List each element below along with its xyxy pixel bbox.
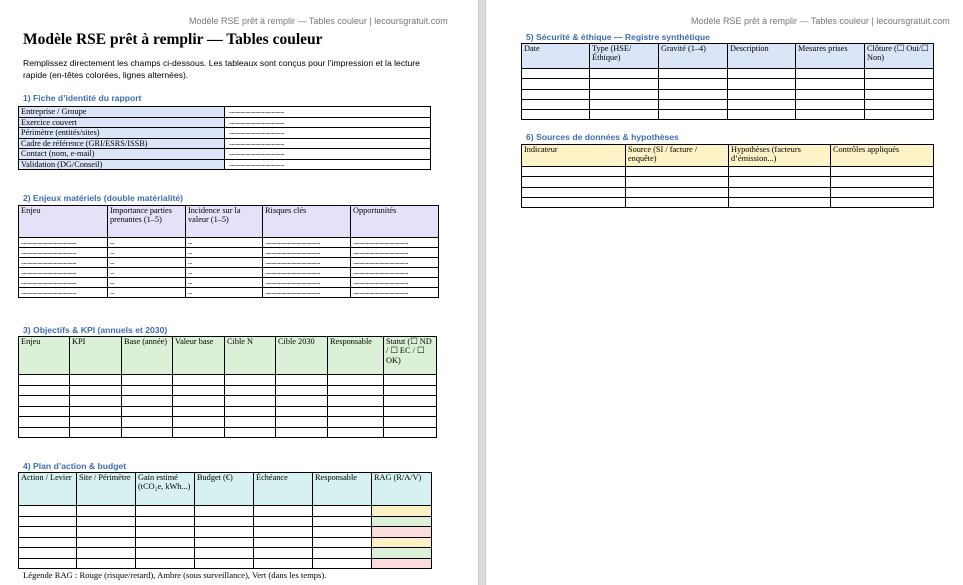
kpi-cell[interactable] xyxy=(225,396,276,407)
column-header: Responsable xyxy=(328,337,384,375)
page-gutter xyxy=(478,0,486,585)
text-cursor xyxy=(430,116,431,125)
source-cell[interactable] xyxy=(522,167,626,177)
action-cell[interactable] xyxy=(313,506,372,517)
column-header: Indicateur xyxy=(522,145,626,167)
kpi-cell[interactable] xyxy=(384,385,437,396)
source-cell[interactable] xyxy=(626,167,729,177)
security-cell[interactable] xyxy=(659,89,728,99)
column-header: Action / Levier xyxy=(19,473,77,506)
materiality-cell[interactable]: ............................................ xyxy=(19,288,108,298)
action-cell[interactable] xyxy=(313,558,372,569)
kpi-cell[interactable] xyxy=(122,385,173,396)
kpi-cell[interactable] xyxy=(328,375,384,386)
column-header: Budget (€) xyxy=(195,473,254,506)
kpi-cell[interactable] xyxy=(328,385,384,396)
table-row xyxy=(522,79,934,89)
security-cell[interactable] xyxy=(728,110,796,120)
materiality-cell[interactable]: ............................................ xyxy=(19,278,108,288)
source-cell[interactable] xyxy=(522,177,626,187)
table-row xyxy=(19,375,437,386)
source-cell[interactable] xyxy=(729,187,831,197)
action-cell[interactable] xyxy=(77,516,136,527)
action-cell[interactable] xyxy=(313,537,372,548)
kpi-cell[interactable] xyxy=(225,406,276,417)
source-cell[interactable] xyxy=(831,177,934,187)
kpi-cell[interactable] xyxy=(384,375,437,386)
source-cell[interactable] xyxy=(626,177,729,187)
table-row xyxy=(522,187,934,197)
source-cell[interactable] xyxy=(831,167,934,177)
action-cell[interactable] xyxy=(195,516,254,527)
security-cell[interactable] xyxy=(522,89,590,99)
column-header: Description xyxy=(728,44,796,69)
security-cell[interactable] xyxy=(659,79,728,89)
column-header: Contrôles appliqués xyxy=(831,145,934,167)
security-table xyxy=(521,43,934,120)
kpi-cell[interactable] xyxy=(19,385,70,396)
column-header: Enjeu xyxy=(19,206,108,238)
table-row xyxy=(522,110,934,120)
kpi-cell[interactable] xyxy=(19,375,70,386)
kpi-cell[interactable] xyxy=(276,406,328,417)
kpi-cell[interactable] xyxy=(328,417,384,428)
rag-status-cell[interactable] xyxy=(372,548,432,559)
table-row xyxy=(19,417,437,428)
table-row xyxy=(522,99,934,109)
rag-status-cell[interactable] xyxy=(372,558,432,569)
column-header: Clôture (☐ Oui/☐ Non) xyxy=(865,44,934,69)
column-header: Échéance xyxy=(254,473,313,506)
security-cell[interactable] xyxy=(796,69,865,79)
table-row xyxy=(19,516,432,527)
table-row xyxy=(19,406,437,417)
materiality-cell[interactable]: ............................................ xyxy=(19,268,108,278)
identity-label: Validation (DG/Conseil) xyxy=(19,159,225,170)
column-header: Site / Périmètre xyxy=(77,473,136,506)
identity-value-field[interactable]: ............................................ xyxy=(225,107,431,118)
materiality-cell[interactable]: ............................................ xyxy=(263,248,351,258)
kpi-cell[interactable] xyxy=(19,396,70,407)
page-right xyxy=(486,0,963,585)
column-header: Opportunités xyxy=(351,206,439,238)
source-cell[interactable] xyxy=(729,197,831,207)
kpi-cell[interactable] xyxy=(384,396,437,407)
kpi-cell[interactable] xyxy=(173,417,225,428)
table-row xyxy=(19,268,439,278)
kpi-cell[interactable] xyxy=(19,406,70,417)
rag-status-cell[interactable] xyxy=(372,506,432,517)
action-cell[interactable] xyxy=(19,537,77,548)
kpi-cell[interactable] xyxy=(328,396,384,407)
action-cell[interactable] xyxy=(254,527,313,538)
action-cell[interactable] xyxy=(136,558,195,569)
action-cell[interactable] xyxy=(136,548,195,559)
materiality-cell[interactable]: ............................................ xyxy=(351,288,439,298)
kpi-cell[interactable] xyxy=(70,375,122,386)
source-cell[interactable] xyxy=(729,167,831,177)
identity-row xyxy=(19,128,431,139)
table-row xyxy=(19,288,439,298)
column-header: Valeur base xyxy=(173,337,225,375)
security-cell[interactable] xyxy=(659,69,728,79)
security-cell[interactable] xyxy=(865,69,934,79)
materiality-cell[interactable]: ... xyxy=(108,248,186,258)
kpi-cell[interactable] xyxy=(70,427,122,438)
kpi-cell[interactable] xyxy=(122,375,173,386)
materiality-cell[interactable]: ... xyxy=(186,278,263,288)
table-row xyxy=(19,558,432,569)
kpi-cell[interactable] xyxy=(276,417,328,428)
identity-value-field[interactable]: ............................................ xyxy=(225,159,431,170)
kpi-cell[interactable] xyxy=(70,417,122,428)
kpi-cell[interactable] xyxy=(122,417,173,428)
materiality-cell[interactable]: ............................................ xyxy=(351,238,439,248)
action-cell[interactable] xyxy=(136,506,195,517)
column-header: Date xyxy=(522,44,590,69)
materiality-cell[interactable]: ... xyxy=(186,248,263,258)
section-1-title: 1) Fiche d’identité du rapport xyxy=(23,93,142,103)
security-cell[interactable] xyxy=(796,110,865,120)
action-cell[interactable] xyxy=(313,527,372,538)
action-cell[interactable] xyxy=(313,548,372,559)
security-cell[interactable] xyxy=(522,99,590,109)
materiality-cell[interactable]: ............................................ xyxy=(263,268,351,278)
action-cell[interactable] xyxy=(136,537,195,548)
identity-label: Périmètre (entités/sites) xyxy=(19,128,225,139)
kpi-cell[interactable] xyxy=(173,396,225,407)
kpi-cell[interactable] xyxy=(225,417,276,428)
kpi-cell[interactable] xyxy=(328,406,384,417)
section-2-title: 2) Enjeux matériels (double matérialité) xyxy=(23,193,183,203)
materiality-cell[interactable]: ... xyxy=(186,238,263,248)
kpi-cell[interactable] xyxy=(70,385,122,396)
rag-status-cell[interactable] xyxy=(372,527,432,538)
security-cell[interactable] xyxy=(728,99,796,109)
identity-value-field[interactable]: ............................................ xyxy=(225,117,431,128)
action-cell[interactable] xyxy=(19,558,77,569)
column-header: Incidence sur la valeur (1–5) xyxy=(186,206,263,238)
action-cell[interactable] xyxy=(19,548,77,559)
action-cell[interactable] xyxy=(254,558,313,569)
table-row xyxy=(19,248,439,258)
source-cell[interactable] xyxy=(729,177,831,187)
table-row xyxy=(522,167,934,177)
action-cell[interactable] xyxy=(77,506,136,517)
kpi-cell[interactable] xyxy=(70,396,122,407)
materiality-cell[interactable]: ............................................ xyxy=(351,248,439,258)
identity-label: Cadre de référence (GRI/ESRS/ISSB) xyxy=(19,138,225,149)
kpi-cell[interactable] xyxy=(384,406,437,417)
identity-label: Entreprise / Groupe xyxy=(19,107,225,118)
action-cell[interactable] xyxy=(136,516,195,527)
kpi-cell[interactable] xyxy=(122,396,173,407)
action-plan-table xyxy=(18,472,432,569)
table-row xyxy=(19,385,437,396)
table-row xyxy=(522,197,934,207)
column-header: Base (année) xyxy=(122,337,173,375)
table-row xyxy=(19,238,439,248)
identity-row xyxy=(19,107,431,118)
source-cell[interactable] xyxy=(522,187,626,197)
table-row xyxy=(19,427,437,438)
security-cell[interactable] xyxy=(728,69,796,79)
action-cell[interactable] xyxy=(195,558,254,569)
section-3-title: 3) Objectifs & KPI (annuels et 2030) xyxy=(23,325,168,335)
kpi-cell[interactable] xyxy=(19,417,70,428)
security-cell[interactable] xyxy=(796,89,865,99)
kpi-cell[interactable] xyxy=(122,427,173,438)
kpi-cell[interactable] xyxy=(225,385,276,396)
action-cell[interactable] xyxy=(195,527,254,538)
source-cell[interactable] xyxy=(522,197,626,207)
kpi-cell[interactable] xyxy=(276,385,328,396)
intro-text: Remplissez directement les champs ci-dessous. Les tableaux sont conçus pour l’impression et la lecture rapide (en-têtes colorées, lignes alternées). xyxy=(23,58,420,80)
kpi-cell[interactable] xyxy=(276,427,328,438)
column-header: Responsable xyxy=(313,473,372,506)
materiality-cell[interactable]: ............................................ xyxy=(19,258,108,268)
security-cell[interactable] xyxy=(865,110,934,120)
materiality-cell[interactable]: ... xyxy=(186,268,263,278)
identity-row xyxy=(19,159,431,170)
source-cell[interactable] xyxy=(626,197,729,207)
column-header: KPI xyxy=(70,337,122,375)
table-row xyxy=(19,537,432,548)
materiality-cell[interactable]: ............................................ xyxy=(351,268,439,278)
kpi-cell[interactable] xyxy=(173,375,225,386)
document-title: Modèle RSE prêt à remplir — Tables couleur xyxy=(23,31,323,48)
column-header: Cible N xyxy=(225,337,276,375)
kpi-cell[interactable] xyxy=(70,406,122,417)
action-cell[interactable] xyxy=(254,548,313,559)
materiality-cell[interactable]: ............................................ xyxy=(19,248,108,258)
security-cell[interactable] xyxy=(590,79,659,89)
kpi-cell[interactable] xyxy=(173,385,225,396)
security-cell[interactable] xyxy=(865,79,934,89)
identity-row xyxy=(19,138,431,149)
table-row xyxy=(522,177,934,187)
security-cell[interactable] xyxy=(522,69,590,79)
page-header-right: Modèle RSE prêt à remplir — Tables couleur | lecoursgratuit.com xyxy=(691,16,950,26)
column-header: Risques clés xyxy=(263,206,351,238)
action-cell[interactable] xyxy=(254,506,313,517)
table-row xyxy=(522,89,934,99)
source-cell[interactable] xyxy=(831,187,934,197)
column-header: Statut (☐ ND / ☐ EC / ☐ OK) xyxy=(384,337,437,375)
security-cell[interactable] xyxy=(659,99,728,109)
kpi-cell[interactable] xyxy=(384,427,437,438)
security-cell[interactable] xyxy=(590,110,659,120)
kpi-cell[interactable] xyxy=(225,375,276,386)
security-cell[interactable] xyxy=(796,79,865,89)
section-6-title: 6) Sources de données & hypothèses xyxy=(526,132,679,142)
action-cell[interactable] xyxy=(19,516,77,527)
column-header: Source (SI / facture / enquête) xyxy=(626,145,729,167)
action-cell[interactable] xyxy=(19,506,77,517)
identity-table xyxy=(18,106,431,170)
materiality-cell[interactable]: ... xyxy=(108,278,186,288)
section-4-title: 4) Plan d’action & budget xyxy=(23,461,127,471)
table-row xyxy=(19,548,432,559)
kpi-cell[interactable] xyxy=(225,427,276,438)
action-cell[interactable] xyxy=(19,527,77,538)
materiality-cell[interactable]: ............................................ xyxy=(263,278,351,288)
source-cell[interactable] xyxy=(626,187,729,197)
kpi-table xyxy=(18,336,437,438)
page-left xyxy=(0,0,478,585)
security-cell[interactable] xyxy=(590,99,659,109)
identity-label: Exercice couvert xyxy=(19,117,225,128)
materiality-cell[interactable]: ... xyxy=(186,288,263,298)
column-header: Mesures prises xyxy=(796,44,865,69)
rag-status-cell[interactable] xyxy=(372,537,432,548)
action-cell[interactable] xyxy=(195,548,254,559)
materiality-cell[interactable]: ............................................ xyxy=(351,278,439,288)
column-header: Enjeu xyxy=(19,337,70,375)
identity-value-field[interactable]: ............................................ xyxy=(225,149,431,160)
security-cell[interactable] xyxy=(728,89,796,99)
security-cell[interactable] xyxy=(590,89,659,99)
rag-legend: Légende RAG : Rouge (risque/retard), Ambre (sous surveillance), Vert (dans les temps). xyxy=(23,570,327,580)
column-header: Gravité (1–4) xyxy=(659,44,728,69)
column-header: Importance parties prenantes (1–5) xyxy=(108,206,186,238)
column-header: Hypothèses (facteurs d’émission...) xyxy=(729,145,831,167)
kpi-cell[interactable] xyxy=(122,406,173,417)
action-cell[interactable] xyxy=(136,527,195,538)
kpi-cell[interactable] xyxy=(384,417,437,428)
materiality-cell[interactable]: ... xyxy=(108,238,186,248)
action-cell[interactable] xyxy=(195,537,254,548)
materiality-cell[interactable]: ............................................ xyxy=(263,238,351,248)
source-cell[interactable] xyxy=(831,197,934,207)
table-row xyxy=(19,506,432,517)
action-cell[interactable] xyxy=(77,548,136,559)
identity-value-field[interactable]: ............................................ xyxy=(225,138,431,149)
table-row xyxy=(19,527,432,538)
materiality-cell[interactable]: ... xyxy=(186,258,263,268)
materiality-table xyxy=(18,205,439,298)
sources-table xyxy=(521,144,934,208)
kpi-cell[interactable] xyxy=(276,375,328,386)
security-cell[interactable] xyxy=(865,89,934,99)
action-cell[interactable] xyxy=(77,527,136,538)
materiality-cell[interactable]: ............................................ xyxy=(19,238,108,248)
kpi-cell[interactable] xyxy=(276,396,328,407)
security-cell[interactable] xyxy=(796,99,865,109)
column-header: RAG (R/A/V) xyxy=(372,473,432,506)
identity-label: Contact (nom, e-mail) xyxy=(19,149,225,160)
security-cell[interactable] xyxy=(659,110,728,120)
kpi-cell[interactable] xyxy=(173,406,225,417)
materiality-cell[interactable]: ............................................ xyxy=(351,258,439,268)
materiality-cell[interactable]: ............................................ xyxy=(263,288,351,298)
kpi-cell[interactable] xyxy=(173,427,225,438)
rag-status-cell[interactable] xyxy=(372,516,432,527)
kpi-cell[interactable] xyxy=(19,427,70,438)
column-header: Type (HSE/Éthique) xyxy=(590,44,659,69)
section-5-title: 5) Sécurité & éthique — Registre synthétique xyxy=(526,32,710,42)
table-row xyxy=(522,69,934,79)
kpi-cell[interactable] xyxy=(328,427,384,438)
page-header-left: Modèle RSE prêt à remplir — Tables couleur | lecoursgratuit.com xyxy=(189,16,448,26)
materiality-cell[interactable]: ............................................ xyxy=(263,258,351,268)
column-header: Cible 2030 xyxy=(276,337,328,375)
identity-value-field[interactable]: ............................................ xyxy=(225,128,431,139)
materiality-cell[interactable]: ... xyxy=(108,258,186,268)
security-cell[interactable] xyxy=(590,69,659,79)
materiality-cell[interactable]: ... xyxy=(108,288,186,298)
security-cell[interactable] xyxy=(522,110,590,120)
action-cell[interactable] xyxy=(254,537,313,548)
column-header: Gain estimé (tCO₂e, kWh...) xyxy=(136,473,195,506)
security-cell[interactable] xyxy=(522,79,590,89)
table-row xyxy=(19,278,439,288)
materiality-cell[interactable]: ... xyxy=(108,268,186,278)
table-row xyxy=(19,258,439,268)
security-cell[interactable] xyxy=(728,79,796,89)
table-row xyxy=(19,396,437,407)
action-cell[interactable] xyxy=(313,516,372,527)
identity-row xyxy=(19,117,431,128)
security-cell[interactable] xyxy=(865,99,934,109)
action-cell[interactable] xyxy=(195,506,254,517)
action-cell[interactable] xyxy=(254,516,313,527)
action-cell[interactable] xyxy=(77,537,136,548)
action-cell[interactable] xyxy=(77,558,136,569)
identity-row xyxy=(19,149,431,160)
